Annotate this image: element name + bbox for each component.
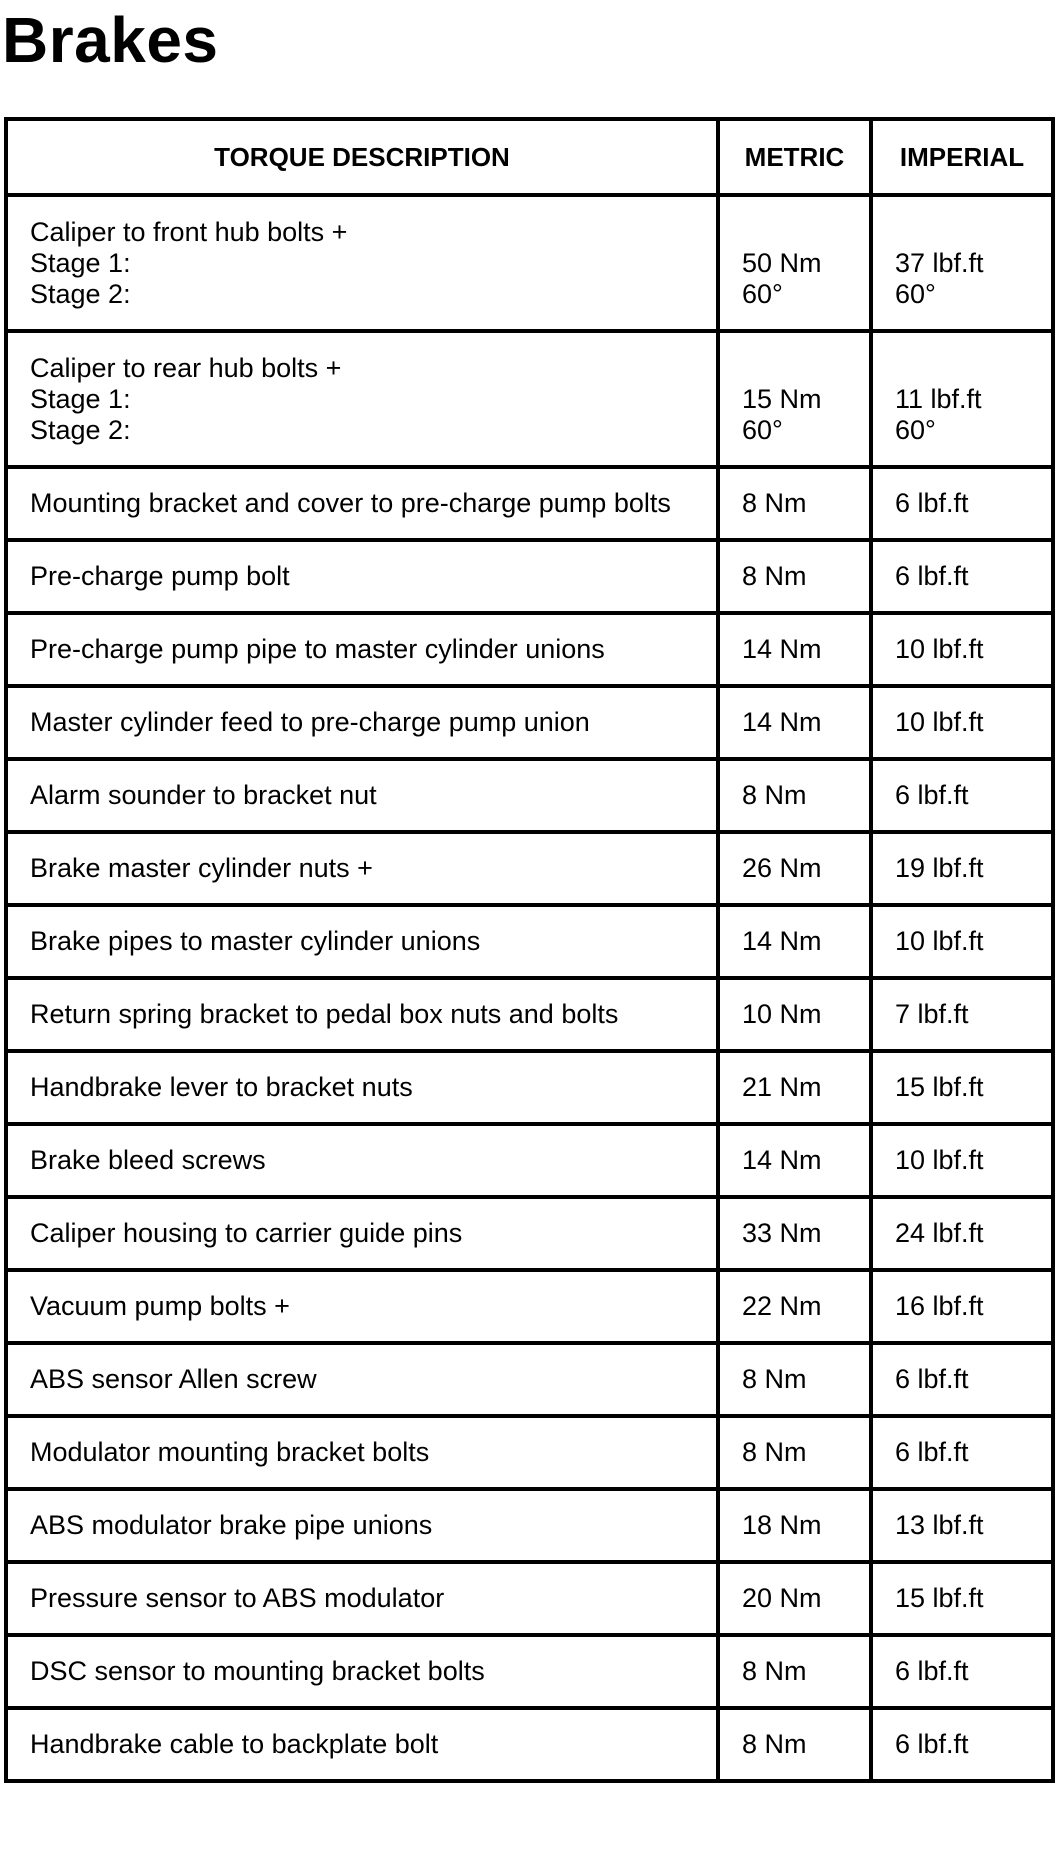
description-cell [6,195,718,331]
imperial-text: 6 lbf.ft [895,561,969,591]
table-row [6,467,1053,540]
imperial-text: 37 lbf.ft [895,247,984,278]
metric-text: 8 Nm [742,1364,807,1394]
description-text: Vacuum pump bolts + [30,1291,290,1321]
table-row [6,686,1053,759]
imperial-cell [871,1343,1053,1416]
table-row [6,1635,1053,1708]
imperial-text: 11 lbf.ft [895,383,982,414]
description-cell [6,467,718,540]
metric-cell [718,759,871,832]
imperial-text: 6 lbf.ft [895,1437,969,1467]
description-text: Stage 1: [30,247,131,278]
metric-cell [718,540,871,613]
imperial-text: 13 lbf.ft [895,1510,984,1540]
table-header-row [6,119,1053,195]
imperial-cell [871,759,1053,832]
description-text: Master cylinder feed to pre-charge pump union [30,707,590,737]
metric-text: 14 Nm [742,926,822,956]
description-text: Caliper to front hub bolts + [30,216,348,247]
metric-text: 33 Nm [742,1218,822,1248]
description-text: Caliper to rear hub bolts + [30,352,342,383]
metric-cell [718,613,871,686]
torque-table [4,117,1055,1783]
description-cell [6,1124,718,1197]
description-cell [6,978,718,1051]
header-metric: METRIC [718,119,871,195]
metric-cell [718,1562,871,1635]
description-cell [6,613,718,686]
imperial-text: 60° [895,278,936,309]
metric-text: 8 Nm [742,561,807,591]
metric-text: 18 Nm [742,1510,822,1540]
imperial-cell [871,905,1053,978]
imperial-text: 10 lbf.ft [895,634,984,664]
description-cell [6,759,718,832]
metric-cell [718,978,871,1051]
metric-cell [718,1489,871,1562]
table-row [6,1051,1053,1124]
imperial-text: 16 lbf.ft [895,1291,984,1321]
description-text: Pre-charge pump bolt [30,561,290,591]
metric-text: 10 Nm [742,999,822,1029]
metric-cell [718,686,871,759]
imperial-cell [871,978,1053,1051]
description-cell [6,1051,718,1124]
imperial-text: 6 lbf.ft [895,1364,969,1394]
description-cell [6,1343,718,1416]
imperial-cell [871,832,1053,905]
table-body [6,195,1053,1781]
imperial-cell [871,331,1053,467]
metric-text: 60° [742,414,783,445]
metric-text: 8 Nm [742,780,807,810]
table-row [6,1708,1053,1781]
imperial-cell [871,1051,1053,1124]
table-row [6,832,1053,905]
imperial-cell [871,1416,1053,1489]
table-row [6,1343,1053,1416]
table-row [6,1197,1053,1270]
description-cell [6,905,718,978]
imperial-text: 10 lbf.ft [895,926,984,956]
imperial-cell [871,467,1053,540]
header-torque-description: TORQUE DESCRIPTION [6,119,718,195]
description-text: Stage 2: [30,414,131,445]
table-row [6,540,1053,613]
metric-text: 8 Nm [742,1656,807,1686]
description-cell [6,540,718,613]
imperial-cell [871,1197,1053,1270]
metric-text: 60° [742,278,783,309]
imperial-cell [871,686,1053,759]
description-text: Handbrake lever to bracket nuts [30,1072,413,1102]
metric-cell [718,1270,871,1343]
description-text: Caliper housing to carrier guide pins [30,1218,463,1248]
description-text: Stage 2: [30,278,131,309]
imperial-text: 60° [895,414,936,445]
metric-text: 50 Nm [742,247,822,278]
description-text: ABS modulator brake pipe unions [30,1510,433,1540]
description-cell [6,1270,718,1343]
imperial-text: 10 lbf.ft [895,1145,984,1175]
description-cell [6,686,718,759]
table-row [6,759,1053,832]
imperial-text: 6 lbf.ft [895,1729,969,1759]
description-text: Pre-charge pump pipe to master cylinder unions [30,634,605,664]
description-text: Mounting bracket and cover to pre-charge pump bolts [30,488,671,518]
table-row [6,1562,1053,1635]
metric-text: 20 Nm [742,1583,822,1613]
table-row [6,195,1053,331]
metric-cell [718,1708,871,1781]
table-row [6,1124,1053,1197]
table-row [6,978,1053,1051]
metric-text: 26 Nm [742,853,822,883]
metric-text: 21 Nm [742,1072,822,1102]
table-row [6,1489,1053,1562]
metric-cell [718,467,871,540]
description-cell [6,1416,718,1489]
table-row [6,1270,1053,1343]
imperial-cell [871,1270,1053,1343]
imperial-text: 15 lbf.ft [895,1072,984,1102]
metric-cell [718,832,871,905]
metric-cell [718,1343,871,1416]
description-text: Pressure sensor to ABS modulator [30,1583,445,1613]
table-row [6,1416,1053,1489]
metric-cell [718,195,871,331]
description-text: Stage 1: [30,383,131,414]
description-text: ABS sensor Allen screw [30,1364,317,1394]
description-cell [6,832,718,905]
metric-text: 22 Nm [742,1291,822,1321]
imperial-text: 6 lbf.ft [895,488,969,518]
imperial-text: 6 lbf.ft [895,1656,969,1686]
imperial-cell [871,1562,1053,1635]
imperial-cell [871,613,1053,686]
description-text: Brake bleed screws [30,1145,266,1175]
imperial-cell [871,1489,1053,1562]
imperial-text: 19 lbf.ft [895,853,984,883]
header-imperial: IMPERIAL [871,119,1053,195]
table-row [6,613,1053,686]
description-text: Return spring bracket to pedal box nuts and bolts [30,999,619,1029]
imperial-text: 15 lbf.ft [895,1583,984,1613]
imperial-text: 24 lbf.ft [895,1218,984,1248]
metric-cell [718,331,871,467]
description-cell [6,331,718,467]
description-text: Brake pipes to master cylinder unions [30,926,481,956]
description-cell [6,1635,718,1708]
metric-cell [718,905,871,978]
metric-cell [718,1416,871,1489]
description-text: Modulator mounting bracket bolts [30,1437,430,1467]
metric-text: 8 Nm [742,1729,807,1759]
imperial-cell [871,1124,1053,1197]
page-title: Brakes [2,4,219,76]
imperial-cell [871,1708,1053,1781]
metric-text: 8 Nm [742,1437,807,1467]
metric-text: 15 Nm [742,383,822,414]
description-text: Handbrake cable to backplate bolt [30,1729,439,1759]
description-cell [6,1562,718,1635]
metric-text: 14 Nm [742,707,822,737]
description-text: Brake master cylinder nuts + [30,853,373,883]
description-cell [6,1489,718,1562]
description-text: DSC sensor to mounting bracket bolts [30,1656,485,1686]
metric-cell [718,1197,871,1270]
imperial-cell [871,1635,1053,1708]
table-row [6,331,1053,467]
description-text: Alarm sounder to bracket nut [30,780,377,810]
description-cell [6,1197,718,1270]
metric-cell [718,1124,871,1197]
table-row [6,905,1053,978]
metric-cell [718,1051,871,1124]
metric-text: 14 Nm [742,1145,822,1175]
imperial-cell [871,195,1053,331]
description-cell [6,1708,718,1781]
metric-cell [718,1635,871,1708]
metric-text: 14 Nm [742,634,822,664]
imperial-cell [871,540,1053,613]
imperial-text: 6 lbf.ft [895,780,969,810]
imperial-text: 7 lbf.ft [895,999,969,1029]
metric-text: 8 Nm [742,488,807,518]
imperial-text: 10 lbf.ft [895,707,984,737]
